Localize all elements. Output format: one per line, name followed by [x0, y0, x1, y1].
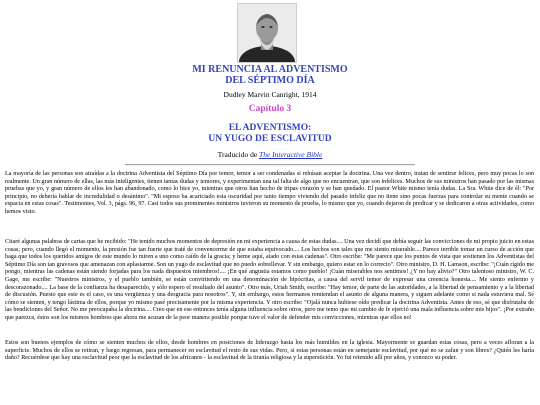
author-portrait [237, 3, 297, 63]
translator-credit [0, 150, 540, 159]
chapter-title-line2: UN YUGO DE ESCLAVITUD [208, 134, 332, 144]
portrait-image [238, 4, 296, 62]
translator-prefix: Traducido de [217, 150, 260, 159]
body-paragraph-1: La mayoría de las personas son atraídas a la doctrina Adventista del Séptimo Día por temor, temor a ser condenadas si rehúsan aceptar la doctrina. Una vez dentro, tratan de sentirse felices, pero muy pocas lo son realmente. Un gran número de ellas, las más inteligentes, tienen tantas dudas y temores, y experimentan una tal falta de algo que no encuentran, que son infelices. Muchos de sus ministros han pasado por las mismas pruebas que yo, y gran número de ellos les han abandonado, como lo hice yo, mientras que otros han hecho de tripas corazón y se han quedado. El pastor White mismo tenía dudas. La Sra. White dice de él: "Por principio, no debería hablar de incredulidad o desánimo". "Mi esposo ha acariciado esta oscuridad por tanto tiempo viviendo del pasado infeliz que no tiene sino pocas fuerzas para controlar su mente cuando se espacia en estas cosas". Testimonies, Vol. 3, págs. 96, 97. Casi todos sus prominentes ministros tuvieron su momento de prueba, lo mismo que yo, cuando dejaron de predicar y se dedicaron a otras actividades, como hemos visto. [5, 171, 534, 215]
chapter-title-line1: EL ADVENTISMO: [228, 123, 312, 133]
interactive-bible-link[interactable]: The Interactive Bible [259, 150, 323, 159]
book-title-line1: MI RENUNCIA AL ADVENTISMO [192, 64, 348, 75]
horizontal-rule [125, 164, 415, 166]
author-byline: Dudley Marvin Canright, 1914 [223, 90, 317, 99]
body-paragraph-2: Citaré algunas palabras de cartas que he recibido: "He tenido muchos momentos de depresión en mi experiencia a causa de estas dudas.... Una vez decidí que debía seguir las convicciones de mi propio juicio en estas cosas; pero, cuando llegó el momento, la presión fue tan fuerte que traté de convencerme de que estaba equivocado.... Los hechos son tales que me siento miserable.... Parece terrible tomar un curso de acción que haga que todos los queridos amigos de este mundo lo miren a uno como caído de la gracia; y heme aquí, atado con estas cadenas". Otro escribe: "Me parece que los puntos de vista que sostienen los Adventistas del Séptimo Día son tan gravosos que amenazan con aplastarme. Son un yugo de esclavitud que no puedo sobrellevar. Y sin embargo, quiero estar en lo correcto". Otro ministro, D. H. Lamson, escribe: "¡Cuán rígido me pongo, mientras las cadenas están siendo forjadas para los nada dispuestos miembros!.... ¡En qué angustia estamos como pueblo! ¡Cuán miserables nos sentimos! ¿Y no hay alivio?" Otro talentoso ministro, W. C. Gage, me escribe: "Nuestros ministros, y el pueblo también, se están convirtiendo en una denominación de hipócritas, a causa del servil temor de expresar una creencia honesta.... Me siento enfermo y descorazonado.... La base de la confianza ha desaparecido, y sólo espero el resultado del asunto". Otro más, Uriah Smith, escribe: "Hay temor, de parte de las autoridades, a la libertad de pensamiento y a la libertad de discusión. Puesto que este es el caso, es una vergüenza y una desgracia para nosotros". Y, sin embargo, estos hermanos remiendan el asunto de alguna manera, y siguen adelante como si nada estuviera mal. Sé cómo se sienten, y tengo lástima de ellos, porque yo mismo pasé precisamente por la misma experiencia. Y otro escribe: "Ojalá nunca hubiese oído predicar la doctrina Adventista. Antes de eso, sé que disfrutaba de las bendiciones del Señor. No me preocupaba la doctrina.... Creo que en ese entonces tenía alguna influencia sobre otros, pero me temo que mi cambio de fe ejerció una mala influencia sobre mis hijos". ¡Por extraño que parezca, éstos son los mismos hombres que ahora me acusan de la peor manera posible porque tuve el valor de defender mis convicciones, mientras que ellos no! [5, 239, 534, 321]
book-title-line2: DEL SÉPTIMO DÍA [225, 75, 315, 86]
chapter-number: Capítulo 3 [248, 104, 292, 114]
body-paragraph-3: Estos son buenos ejemplos de cómo se sienten muchos de ellos, desde hombres en posiciones de liderazgo hasta los más humildes en la iglesia. Mayormente se guardan estas cosas, pero a veces afloran a la superficie. Muchos de ellos se retiran, y luego regresan, para permanecer en esclavitud el resto de sus vidas. Pero, si estas personas están en semejante esclavitud, por qué no se zafan y son libres? ¿Quién les haría daño? Recuérdese que hay una esclavitud peor que la esclavitud de los africanos - la esclavitud de la tiranía religiosa y la superstición. Yo fui retenido allí por años, y conozco su poder. [5, 340, 534, 362]
